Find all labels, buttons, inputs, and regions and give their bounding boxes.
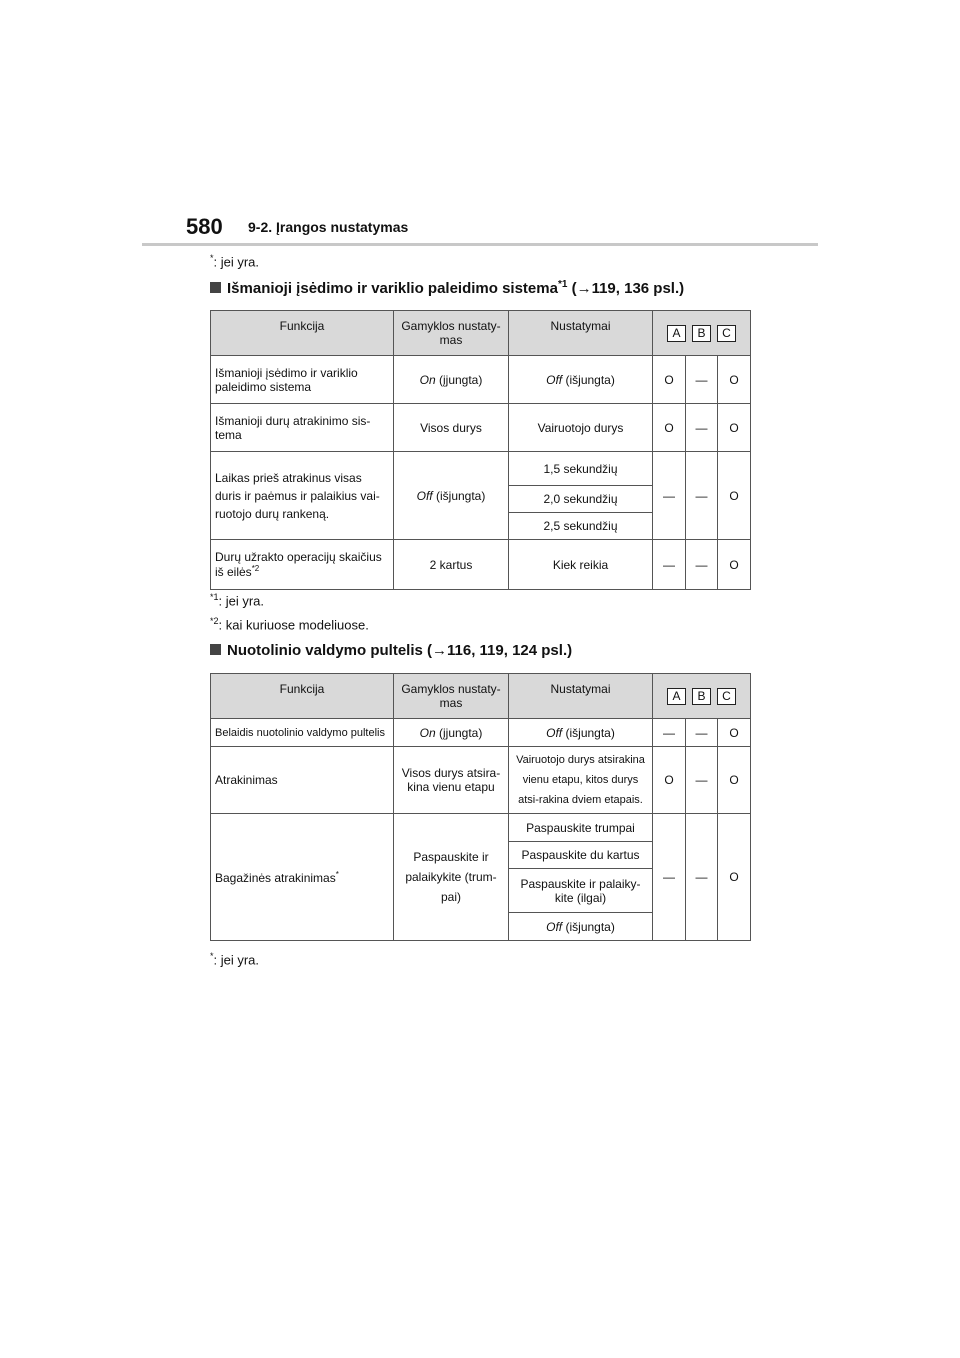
cell-a: O (653, 404, 686, 452)
heading-remote (210, 642, 572, 659)
heading-text: Išmanioji įsėdimo ir variklio paleidimo sistema (227, 280, 558, 297)
col-header-gamyklos: Gamyklos nustaty-mas (394, 311, 509, 356)
cell-a: — (653, 540, 686, 590)
table-row (211, 540, 751, 590)
abc-b: B (692, 325, 711, 342)
cell-setting: Paspauskite du kartus (509, 842, 653, 869)
abc-c: C (717, 688, 736, 705)
cell-c: O (718, 719, 751, 747)
cell-default: On (įjungta) (394, 719, 509, 747)
cell-a: — (653, 452, 686, 540)
cell-default: 2 kartus (394, 540, 509, 590)
col-header-gamyklos: Gamyklos nustaty-mas (394, 674, 509, 719)
cell-default: On (įjungta) (394, 356, 509, 404)
heading-text: Nuotolinio valdymo pultelis (227, 642, 423, 659)
cell-c: O (718, 452, 751, 540)
abc-c: C (717, 325, 736, 342)
cell-setting: 2,5 sekundžių (509, 513, 653, 540)
table-remote (210, 673, 751, 941)
cell-func: Bagažinės atrakinimas* (211, 814, 394, 941)
table-row (211, 814, 751, 842)
cell-b: — (686, 540, 718, 590)
page-number: 580 (186, 214, 223, 239)
cell-setting: Vairuotojo durys (509, 404, 653, 452)
cell-func: Belaidis nuotolinio valdymo pultelis (211, 719, 394, 747)
cell-default: Visos durys atsira-kina vienu etapu (394, 747, 509, 814)
abc-a: A (667, 688, 686, 705)
cell-setting: Off (išjungta) (509, 913, 653, 941)
cell-func: Išmanioji durų atrakinimo sis-tema (211, 404, 394, 452)
cell-c: O (718, 356, 751, 404)
header-rule (142, 243, 818, 246)
cell-a: O (653, 747, 686, 814)
cell-b: — (686, 747, 718, 814)
footnote-text: : jei yra. (213, 254, 260, 270)
cell-setting: 1,5 sekundžių (509, 452, 653, 486)
abc-b: B (692, 688, 711, 705)
cell-a: — (653, 719, 686, 747)
section-title: 9-2. Įrangos nustatymas (248, 219, 409, 235)
cell-func: Laikas prieš atrakinus visas duris ir paėmus ir palaikius vai-ruotojo durų rankeną. (211, 452, 394, 540)
cell-c: O (718, 814, 751, 941)
footnote-1: $^{*1}$: jei yra. (210, 592, 265, 609)
cell-func: Atrakinimas (211, 747, 394, 814)
cell-setting: Paspauskite ir palaiky-kite (ilgai) (509, 869, 653, 913)
cell-c: O (718, 404, 751, 452)
cell-a: — (653, 814, 686, 941)
cell-setting: Vairuotojo durys atsirakina vienu etapu, kitos durys atsi-rakina dviem etapais. (509, 747, 653, 814)
cell-b: — (686, 356, 718, 404)
table-row (211, 452, 751, 486)
cell-default: Off (išjungta) (394, 452, 509, 540)
cell-default: Visos durys (394, 404, 509, 452)
cell-func: Durų užrakto operacijų skaičius iš eilės$^{*2}$ (211, 540, 394, 590)
cell-a: O (653, 356, 686, 404)
cell-setting: Paspauskite trumpai (509, 814, 653, 842)
cell-b: — (686, 452, 718, 540)
footnote-mark: * (210, 253, 214, 263)
cell-b: — (686, 814, 718, 941)
heading-ref: (→119, 136 psl.) (567, 280, 685, 297)
cell-default: Paspauskite ir palaikykite (trum-pai) (394, 814, 509, 941)
heading-mark: *1 (557, 279, 568, 290)
cell-setting: 2,0 sekundžių (509, 486, 653, 513)
col-header-abc (653, 311, 751, 356)
abc-a: A (667, 325, 686, 342)
square-bullet-icon (210, 644, 221, 655)
col-header-nustatymai: Nustatymai (509, 311, 653, 356)
footnote-top (210, 253, 259, 269)
cell-setting: Kiek reikia (509, 540, 653, 590)
table-smart-entry (210, 310, 751, 590)
heading-ref: (→116, 119, 124 psl.) (422, 642, 573, 659)
table-row (211, 719, 751, 747)
cell-setting: Off (išjungta) (509, 356, 653, 404)
cell-b: — (686, 404, 718, 452)
cell-b: — (686, 719, 718, 747)
col-header-funkcija: Funkcija (211, 311, 394, 356)
footnote-bottom: *: jei yra. (210, 951, 260, 968)
cell-c: O (718, 747, 751, 814)
table-row (211, 747, 751, 814)
cell-setting: Off (išjungta) (509, 719, 653, 747)
footnote-2: $^{*2}$: kai kuriuose modeliuose. (210, 616, 369, 633)
col-header-funkcija: Funkcija (211, 674, 394, 719)
table-row (211, 404, 751, 452)
col-header-abc (653, 674, 751, 719)
col-header-nustatymai: Nustatymai (509, 674, 653, 719)
table-row (211, 356, 751, 404)
cell-c: O (718, 540, 751, 590)
heading-smart-entry (210, 279, 684, 297)
square-bullet-icon (210, 282, 221, 293)
cell-func: Išmanioji įsėdimo ir variklio paleidimo sistema (211, 356, 394, 404)
